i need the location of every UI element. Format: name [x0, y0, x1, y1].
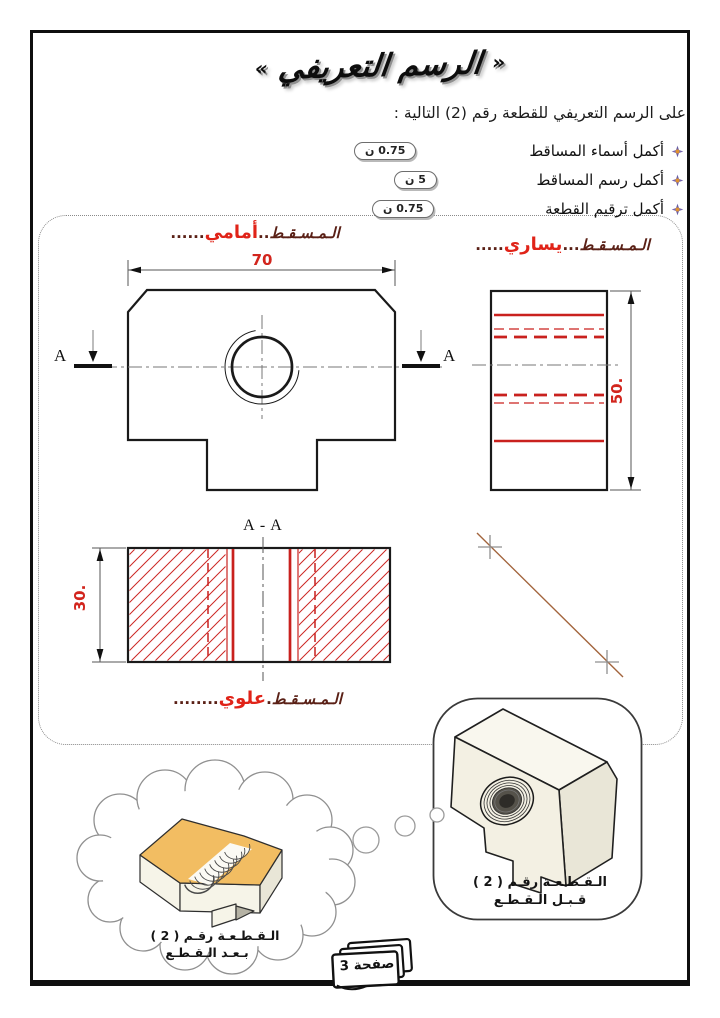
hatch-left — [130, 550, 226, 661]
dots: ........ — [173, 690, 219, 708]
task-row-3 — [372, 198, 684, 220]
section-height-dimension: 30. — [71, 584, 89, 612]
section-letter-right: A — [443, 346, 456, 365]
title-text: الرسم التعريفي — [276, 45, 484, 87]
section-view-drawing — [92, 537, 390, 681]
left-height-dimension: 50. — [608, 377, 626, 405]
front-width-dimension: 70 — [251, 251, 273, 269]
before-cut-label-line1: الـقـطـعـة رقـم ( 2 ) — [472, 875, 608, 890]
task-bullet-icon — [671, 145, 684, 158]
task-bullet-icon — [671, 203, 684, 216]
title-ornament-right: « — [491, 49, 507, 75]
dots: ...... — [170, 224, 205, 242]
section-view-label — [150, 688, 365, 709]
task-3 — [545, 200, 684, 218]
hatch-right — [299, 550, 389, 661]
front-view-label — [150, 222, 360, 243]
task-row-2 — [394, 169, 684, 191]
task-bullet-icon — [671, 174, 684, 187]
dots: . — [266, 690, 272, 708]
after-cut-label-line1: الـقـطـعـة رقـم ( 2 ) — [150, 928, 280, 943]
section-view-answer: علوي — [218, 688, 267, 709]
intro-text: على الرسم التعريفي للقطعة رقم (2) التالية : — [393, 104, 686, 122]
task-2-label: أكمل رسم المساقط — [536, 171, 664, 189]
task-2-score-badge: 5 ن — [394, 171, 437, 189]
page-number-badge: صفحة 3 — [339, 955, 395, 975]
dots: ..... — [475, 236, 504, 254]
left-view-label — [455, 234, 670, 255]
thought-trail-bubbles — [353, 808, 444, 853]
front-view-drawing — [74, 260, 446, 490]
section-view-label-prefix: الـمـسـقـط — [271, 690, 342, 708]
task-1 — [529, 142, 684, 160]
after-cut-label-line2: بـعـد الـقـطـع — [165, 945, 249, 960]
section-title: A - A — [243, 517, 283, 534]
title-ornament-left: » — [253, 55, 270, 81]
front-view-answer: أمامي — [204, 222, 259, 243]
left-view-answer: يساري — [503, 234, 563, 255]
task-1-label: أكمل أسماء المساقط — [529, 142, 664, 160]
dots: ... — [562, 236, 580, 254]
miter-line — [477, 533, 623, 677]
left-view-label-prefix: الـمـسـقـط — [579, 236, 650, 254]
task-2 — [537, 171, 684, 189]
task-3-score-badge: 0.75 ن — [372, 200, 434, 218]
front-view-label-prefix: الـمـسـقـط — [269, 224, 340, 242]
section-letter-left: A — [54, 346, 67, 365]
task-row-1 — [354, 140, 684, 162]
before-cut-label-line2: قـبـل الـقـطـع — [493, 893, 587, 908]
task-3-label: أكمل ترقيم القطعة — [545, 200, 664, 218]
task-1-score-badge: 0.75 ن — [354, 142, 416, 160]
dots: .. — [258, 224, 270, 242]
